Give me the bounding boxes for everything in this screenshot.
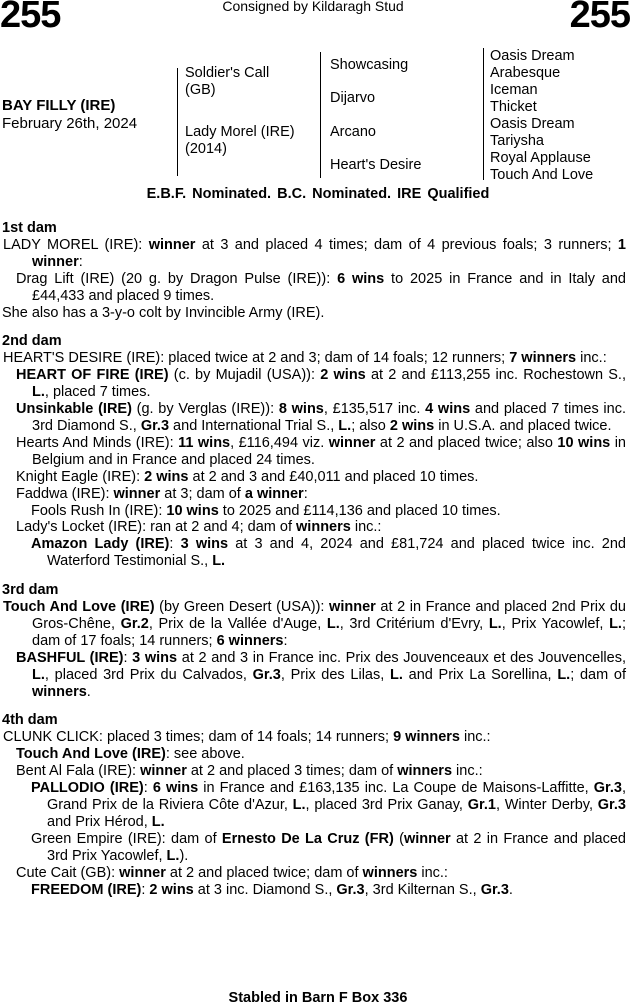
horse-name: BAY FILLY (IRE) xyxy=(2,97,116,114)
pedigree-gen3-list xyxy=(490,48,593,184)
grand-progeny-entry: Amazon Lady (IRE): 3 wins at 3 and 4, 2024 and £81,724 and placed twice inc. 2nd Waterford Testimonial S., L. xyxy=(31,536,626,570)
progeny-entry: Unsinkable (IRE) (g. by Verglas (IRE)): 8 wins, £135,517 inc. 4 wins and placed 7 times inc. 3rd Diamond S., Gr.3 and International Trial S., L.; also 2 wins in U.S.A. and placed twice. xyxy=(16,401,626,434)
pedigree-line-3 xyxy=(483,48,484,180)
pedigree-dam-dam: Heart's Desire xyxy=(330,157,422,173)
pedigree-gen3-item: Royal Applause xyxy=(490,150,591,166)
progeny-entry: BASHFUL (IRE): 3 wins at 2 and 3 in France inc. Prix des Jouvenceaux et des Jouvencelles, L., placed 3rd Prix du Calvados, Gr.3, Prix des Lilas, L. and Prix La Sorellina, L.; dam of winners. xyxy=(16,649,627,700)
grand-progeny-entry: Fools Rush In (IRE): 10 wins to 2025 and £114,136 and placed 10 times. xyxy=(31,502,501,519)
pedigree-gen3-item: Oasis Dream xyxy=(490,48,575,64)
stabling-info: Stabled in Barn F Box 336 xyxy=(228,990,408,1006)
pedigree-sire: Soldier's Call (GB) xyxy=(185,65,270,98)
pedigree-line-1 xyxy=(177,68,178,176)
progeny-entry: Hearts And Minds (IRE): 11 wins, £116,494 viz. winner at 2 and placed twice; also 10 wins in Belgium and in France and placed 24 times. xyxy=(16,434,626,468)
pedigree-gen3-item: Tariysha xyxy=(490,133,544,149)
first-dam-heading: 1st dam xyxy=(2,220,57,236)
pedigree-sire-sire: Showcasing xyxy=(330,57,409,73)
foaling-date: February 26th, 2024 xyxy=(2,115,138,132)
pedigree-gen3-item: Arabesque xyxy=(490,65,561,81)
pedigree-dam: Lady Morel (IRE) (2014) xyxy=(185,124,295,157)
pedigree-dam-sire: Arcano xyxy=(330,124,376,140)
progeny-entry: Knight Eagle (IRE): 2 wins at 2 and 3 and £40,011 and placed 10 times. xyxy=(16,468,479,485)
pedigree-notes xyxy=(2,220,626,898)
progeny-entry: Bent Al Fala (IRE): winner at 2 and placed 3 times; dam of winners inc.: xyxy=(16,763,483,780)
progeny-entry: HEART OF FIRE (IRE) (c. by Mujadil (USA)): 2 wins at 2 and £113,255 inc. Rochestown S., L., placed 7 times. xyxy=(16,367,626,401)
nominations: E.B.F. Nominated. B.C. Nominated. IRE Qualified xyxy=(146,186,490,202)
pedigree-gen3-item: Touch And Love xyxy=(490,167,594,183)
lot-number-right: 255 xyxy=(569,0,630,36)
progeny-entry: Cute Cait (GB): winner at 2 and placed twice; dam of winners inc.: xyxy=(16,864,448,881)
pedigree-sire-dam: Dijarvo xyxy=(330,90,376,106)
consignor: Consigned by Kildaragh Stud xyxy=(222,0,404,14)
grand-progeny-entry: Green Empire (IRE): dam of Ernesto De La Cruz (FR) (winner at 2 in France and placed 3rd Prix Yacowlef, L.). xyxy=(31,830,626,864)
second-dam-entry: HEART'S DESIRE (IRE): placed twice at 2 and 3; dam of 14 foals; 12 runners; 7 winners inc.: xyxy=(3,350,607,367)
progeny-entry: Lady's Locket (IRE): ran at 2 and 4; dam of winners inc.: xyxy=(16,519,382,536)
fourth-dam-entry: CLUNK CLICK: placed 3 times; dam of 14 foals; 14 runners; 9 winners inc.: xyxy=(3,729,491,746)
grand-progeny-entry: PALLODIO (IRE): 6 wins in France and £163,135 inc. La Coupe de Maisons-Laffitte, Gr.3, Grand Prix de la Riviera Côte d'Azur, L., placed 3rd Prix Ganay, Gr.1, Winter Derby, Gr.3 and Prix Hérod, L. xyxy=(31,780,626,830)
third-dam-entry: Touch And Love (IRE) (by Green Desert (USA)): winner at 2 in France and placed 2nd Prix du Gros-Chêne, Gr.2, Prix de la Vallée d'Auge, L., 3rd Critérium d'Evry, L., Prix Yacowlef, L.; dam of 17 foals; 14 runners; 6 winners: xyxy=(3,599,626,649)
progeny-entry: Faddwa (IRE): winner at 3; dam of a winner: xyxy=(16,485,308,502)
pedigree-gen3-item: Iceman xyxy=(490,82,538,98)
pedigree-gen3-item: Thicket xyxy=(490,99,537,115)
grand-progeny-entry: FREEDOM (IRE): 2 wins at 3 inc. Diamond S., Gr.3, 3rd Kilternan S., Gr.3. xyxy=(31,881,513,898)
progeny-entry: Touch And Love (IRE): see above. xyxy=(16,746,245,763)
first-dam-entry: LADY MOREL (IRE): winner at 3 and placed 4 times; dam of 4 previous foals; 3 runners; 1 winner: xyxy=(3,236,626,270)
second-dam-heading: 2nd dam xyxy=(2,333,62,350)
pedigree-line-2 xyxy=(320,52,321,178)
fourth-dam-heading: 4th dam xyxy=(2,712,58,729)
third-dam-heading: 3rd dam xyxy=(2,582,59,599)
progeny-entry: Drag Lift (IRE) (20 g. by Dragon Pulse (IRE)): 6 wins to 2025 in France and in Italy and £44,433 and placed 9 times. xyxy=(16,270,626,304)
pedigree-gen3-item: Oasis Dream xyxy=(490,116,575,132)
progeny-note: She also has a 3-y-o colt by Invincible Army (IRE). xyxy=(2,304,325,321)
lot-number-left: 255 xyxy=(0,0,61,36)
